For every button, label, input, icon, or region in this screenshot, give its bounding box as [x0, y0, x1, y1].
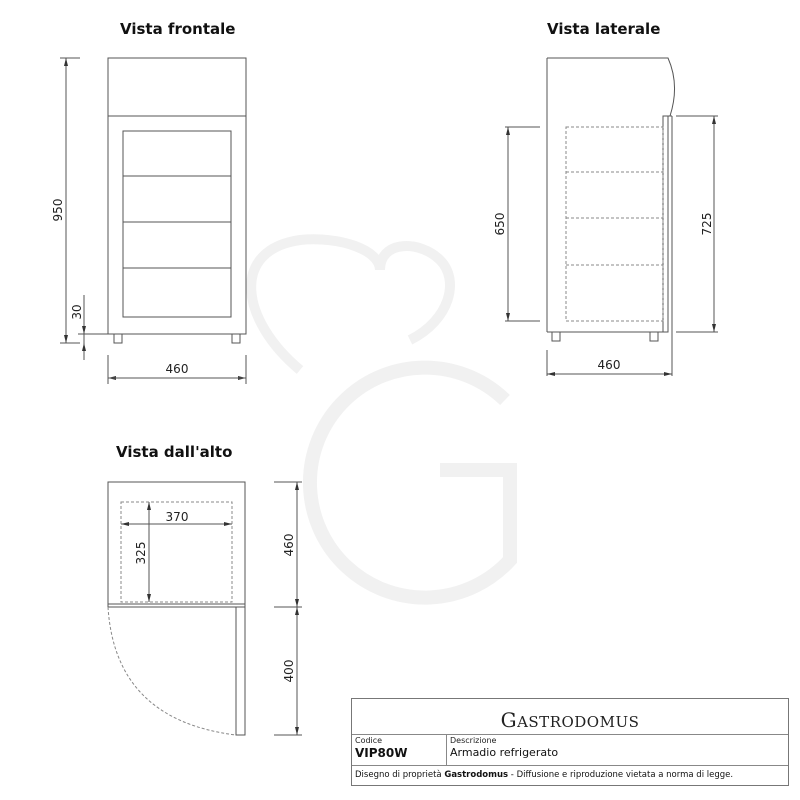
front-view-drawing — [60, 58, 246, 360]
top-inner-width-dim: 370 — [165, 510, 189, 524]
top-door-swing-dim: 400 — [282, 659, 296, 683]
product-row — [352, 735, 788, 766]
front-view-title: Vista frontale — [120, 20, 236, 38]
description-cell — [447, 735, 788, 765]
brand-logo — [352, 699, 788, 735]
copyright-notice: Disegno di proprietà Gastrodomus - Diffusione e riproduzione vietata a norma di legge. — [355, 770, 734, 780]
side-view-title: Vista laterale — [547, 20, 661, 38]
front-feet-dim: 30 — [70, 304, 84, 320]
top-view-drawing — [108, 482, 302, 735]
side-inner-height-dim: 650 — [493, 212, 507, 236]
description-label: Descrizione — [450, 736, 497, 745]
top-view-title: Vista dall'alto — [116, 443, 233, 461]
title-block — [351, 698, 789, 786]
code-label: Codice — [355, 736, 383, 745]
side-depth-dim: 460 — [597, 358, 621, 372]
top-depth-dim: 460 — [282, 533, 296, 557]
side-view-drawing — [505, 58, 718, 376]
code-value: VIP80W — [355, 746, 408, 760]
top-inner-depth-dim: 325 — [134, 541, 148, 565]
brand-name: GASTRODOMUS — [500, 708, 640, 732]
front-height-dim: 950 — [51, 198, 65, 222]
front-width-dim: 460 — [165, 362, 189, 376]
side-door-height-dim: 725 — [700, 212, 714, 236]
code-cell — [352, 735, 447, 765]
description-value: Armadio refrigerato — [450, 746, 559, 759]
